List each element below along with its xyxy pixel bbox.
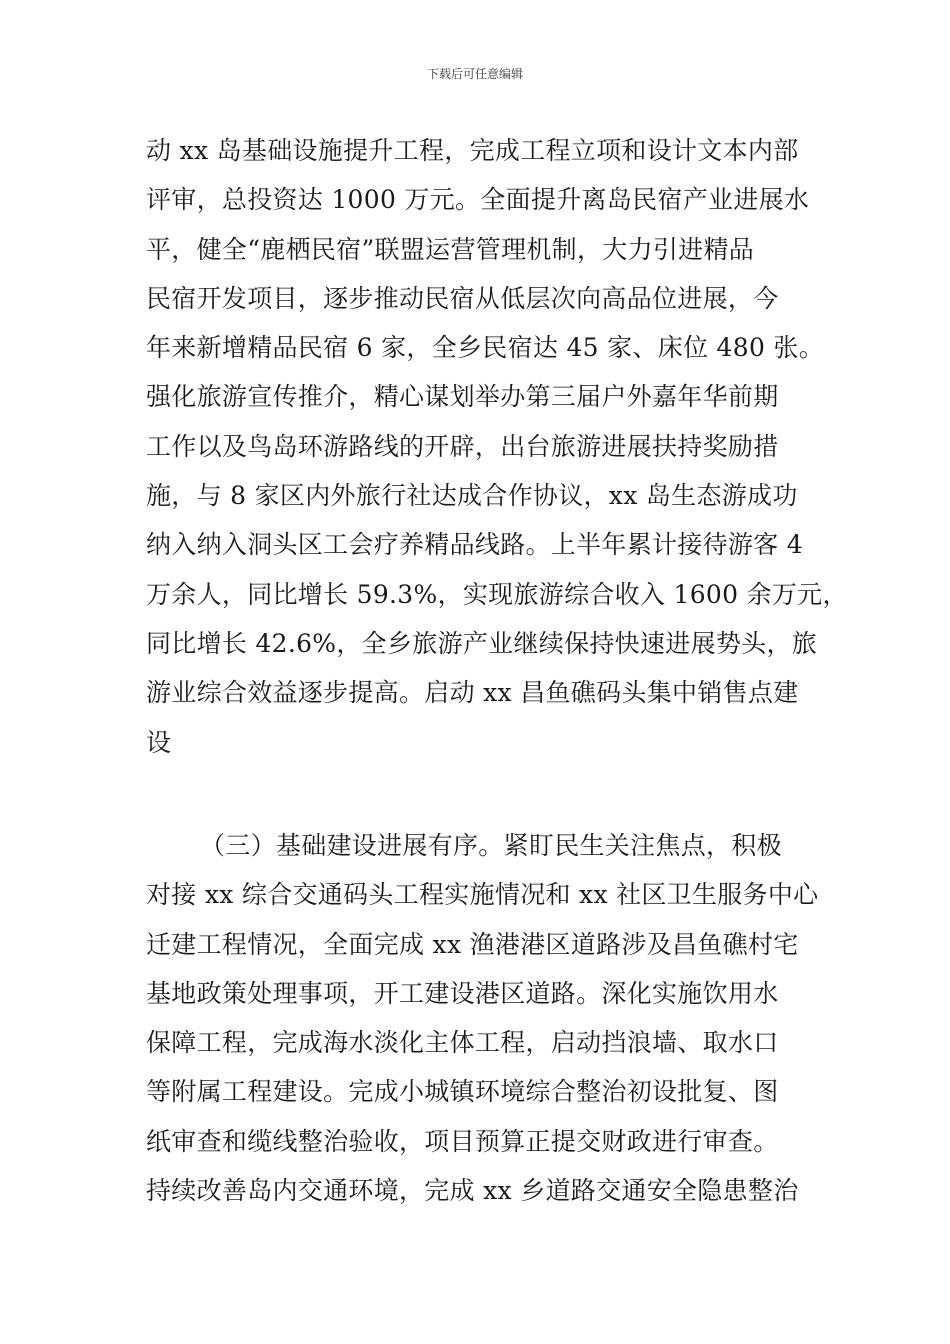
text-line: 平，健全“鹿栖民宿”联盟运营管理机制，大力引进精品 (146, 234, 755, 264)
text-line: 迁建工程情况，全面完成 xx 渔港港区道路涉及昌鱼礁村宅 (146, 929, 799, 959)
text-line: 万余人，同比增长 59.3%，实现旅游综合收入 1600 余万元， (146, 579, 848, 609)
text-line: 等附属工程建设。完成小城镇环境综合整治初设批复、图 (146, 1077, 779, 1107)
text-line: 工作以及鸟岛环游路线的开辟，出台旅游进展扶持奖励措 (146, 431, 779, 461)
text-line: 强化旅游宣传推介，精心谋划举办第三届户外嘉年华前期 (146, 382, 779, 412)
text-line: 设 (146, 727, 172, 757)
page-header: 下载后可任意编辑 (426, 67, 523, 81)
text-line: 保障工程，完成海水淡化主体工程，启动挡浪墙、取水口 (146, 1028, 779, 1058)
text-line: 民宿开发项目，逐步推动民宿从低层次向高品位进展，今 (146, 283, 779, 313)
text-line: 游业综合效益逐步提高。启动 xx 昌鱼礁码头集中销售点建 (146, 678, 799, 708)
text-line: 同比增长 42.6%，全乡旅游产业继续保持快速进展势头，旅 (146, 628, 818, 658)
body-paragraph-1 (146, 126, 848, 767)
text-line: 年来新增精品民宿 6 家，全乡民宿达 45 家、床位 480 张。 (146, 333, 825, 363)
text-line: 动 xx 岛基础设施提升工程，完成工程立项和设计文本内部 (146, 136, 799, 165)
text-line: 持续改善岛内交通环境，完成 xx 乡道路交通安全隐患整治 (146, 1176, 799, 1206)
text-line: 评审，总投资达 1000 万元。全面提升离岛民宿产业进展水 (146, 185, 810, 215)
text-line: 基地政策处理事项，开工建设港区道路。深化实施饮用水 (146, 978, 779, 1008)
text-line: 纳入纳入洞头区工会疗养精品线路。上半年累计接待游客 4 (146, 530, 803, 560)
text-line: 纸审查和缆线整治验收，项目预算正提交财政进行审查。 (146, 1126, 779, 1156)
text-line: 对接 xx 综合交通码头工程实施情况和 xx 社区卫生服务中心 (146, 880, 819, 910)
section-heading-line: （三）基础建设进展有序。紧盯民生关注焦点，积极 (200, 831, 782, 860)
body-paragraph-2 (146, 821, 826, 1215)
text-line: 施，与 8 家区内外旅行社达成合作协议，xx 岛生态游成功 (146, 481, 798, 511)
